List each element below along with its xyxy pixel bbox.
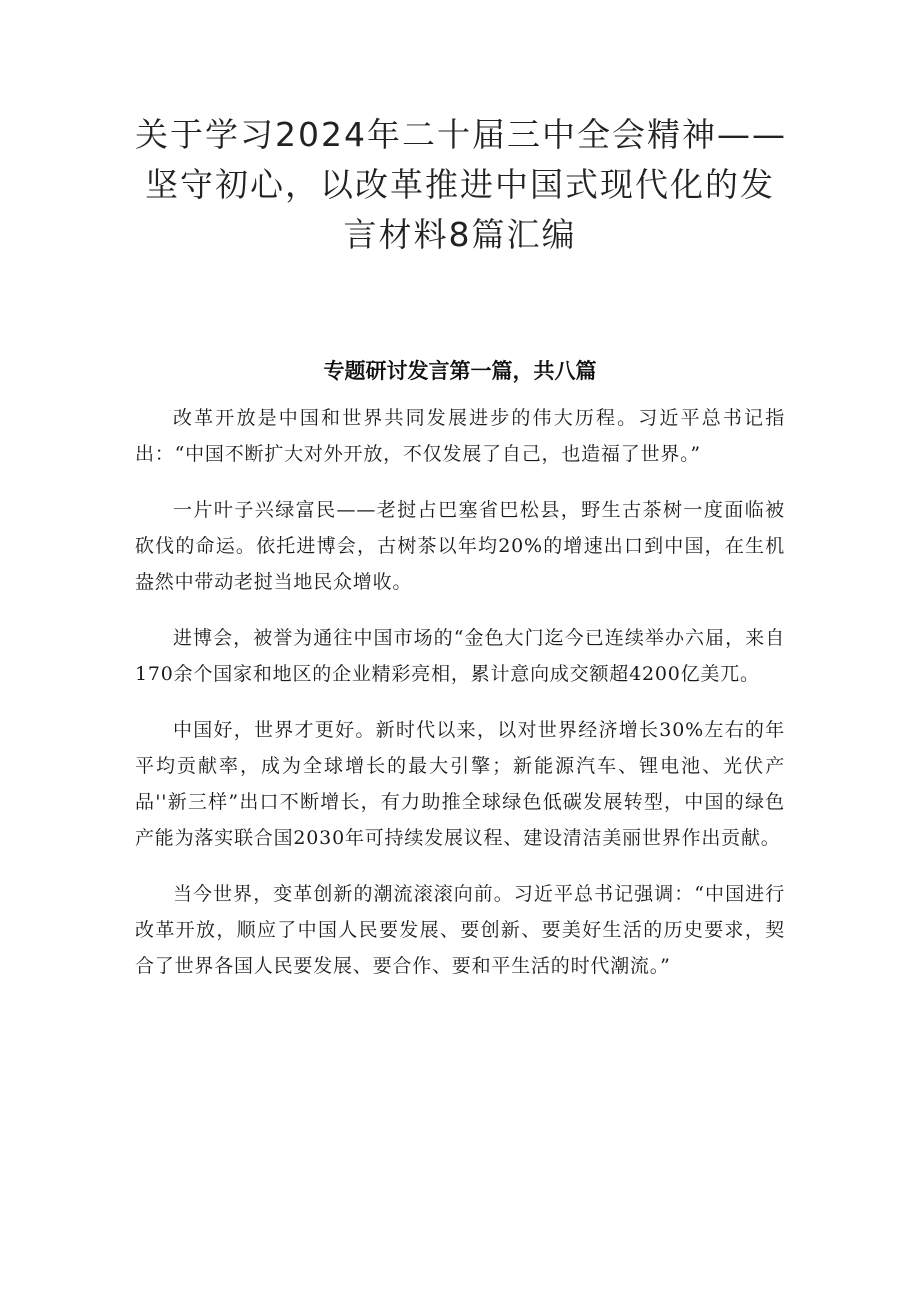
paragraph-5: 当今世界，变革创新的潮流滚滚向前。习近平总书记强调：“中国进行改革开放，顺应了中国人民要发展、要创新、要美好生活的历史要求，契合了世界各国人民要发展、要合作、要和平生活的时代潮流。” bbox=[135, 883, 785, 977]
document-title bbox=[135, 110, 785, 260]
paragraph-2: 一片叶子兴绿富民——老挝占巴塞省巴松县，野生古茶树一度面临被砍伐的命运。依托进博会，古树茶以年均20%的增速出口到中国，在生机盎然中带动老挝当地民众增收。 bbox=[135, 499, 785, 593]
title-line-3: 言材料8篇汇编 bbox=[343, 215, 577, 254]
title-line-1: 关于学习2024年二十届三中全会精神—— bbox=[135, 115, 787, 154]
title-line-2: 坚守初心，以改革推进中国式现代化的发 bbox=[145, 165, 775, 204]
section-heading: 专题研讨发言第一篇，共八篇 bbox=[323, 359, 597, 383]
paragraph-3: 进博会，被誉为通往中国市场的“金色大门迄今已连续举办六届，来自170余个国家和地区的企业精彩亮相，累计意向成交额超4200亿美兀。 bbox=[135, 627, 785, 685]
body-text bbox=[135, 400, 785, 984]
paragraph-1: 改革开放是中国和世界共同发展进步的伟大历程。习近平总书记指出：“中国不断扩大对外开放，不仅发展了自己，也造福了世界。” bbox=[135, 407, 785, 465]
paragraph-4: 中国好，世界才更好。新时代以来，以对世界经济增长30%左右的年平均贡献率，成为全球增长的最大引擎；新能源汽车、锂电池、光伏产品''新三样”出口不断增长，有力助推全球绿色低碳发展转型，中国的绿色产能为落实联合国2030年可持续发展议程、建设清洁美丽世界作出贡献。 bbox=[135, 719, 785, 849]
